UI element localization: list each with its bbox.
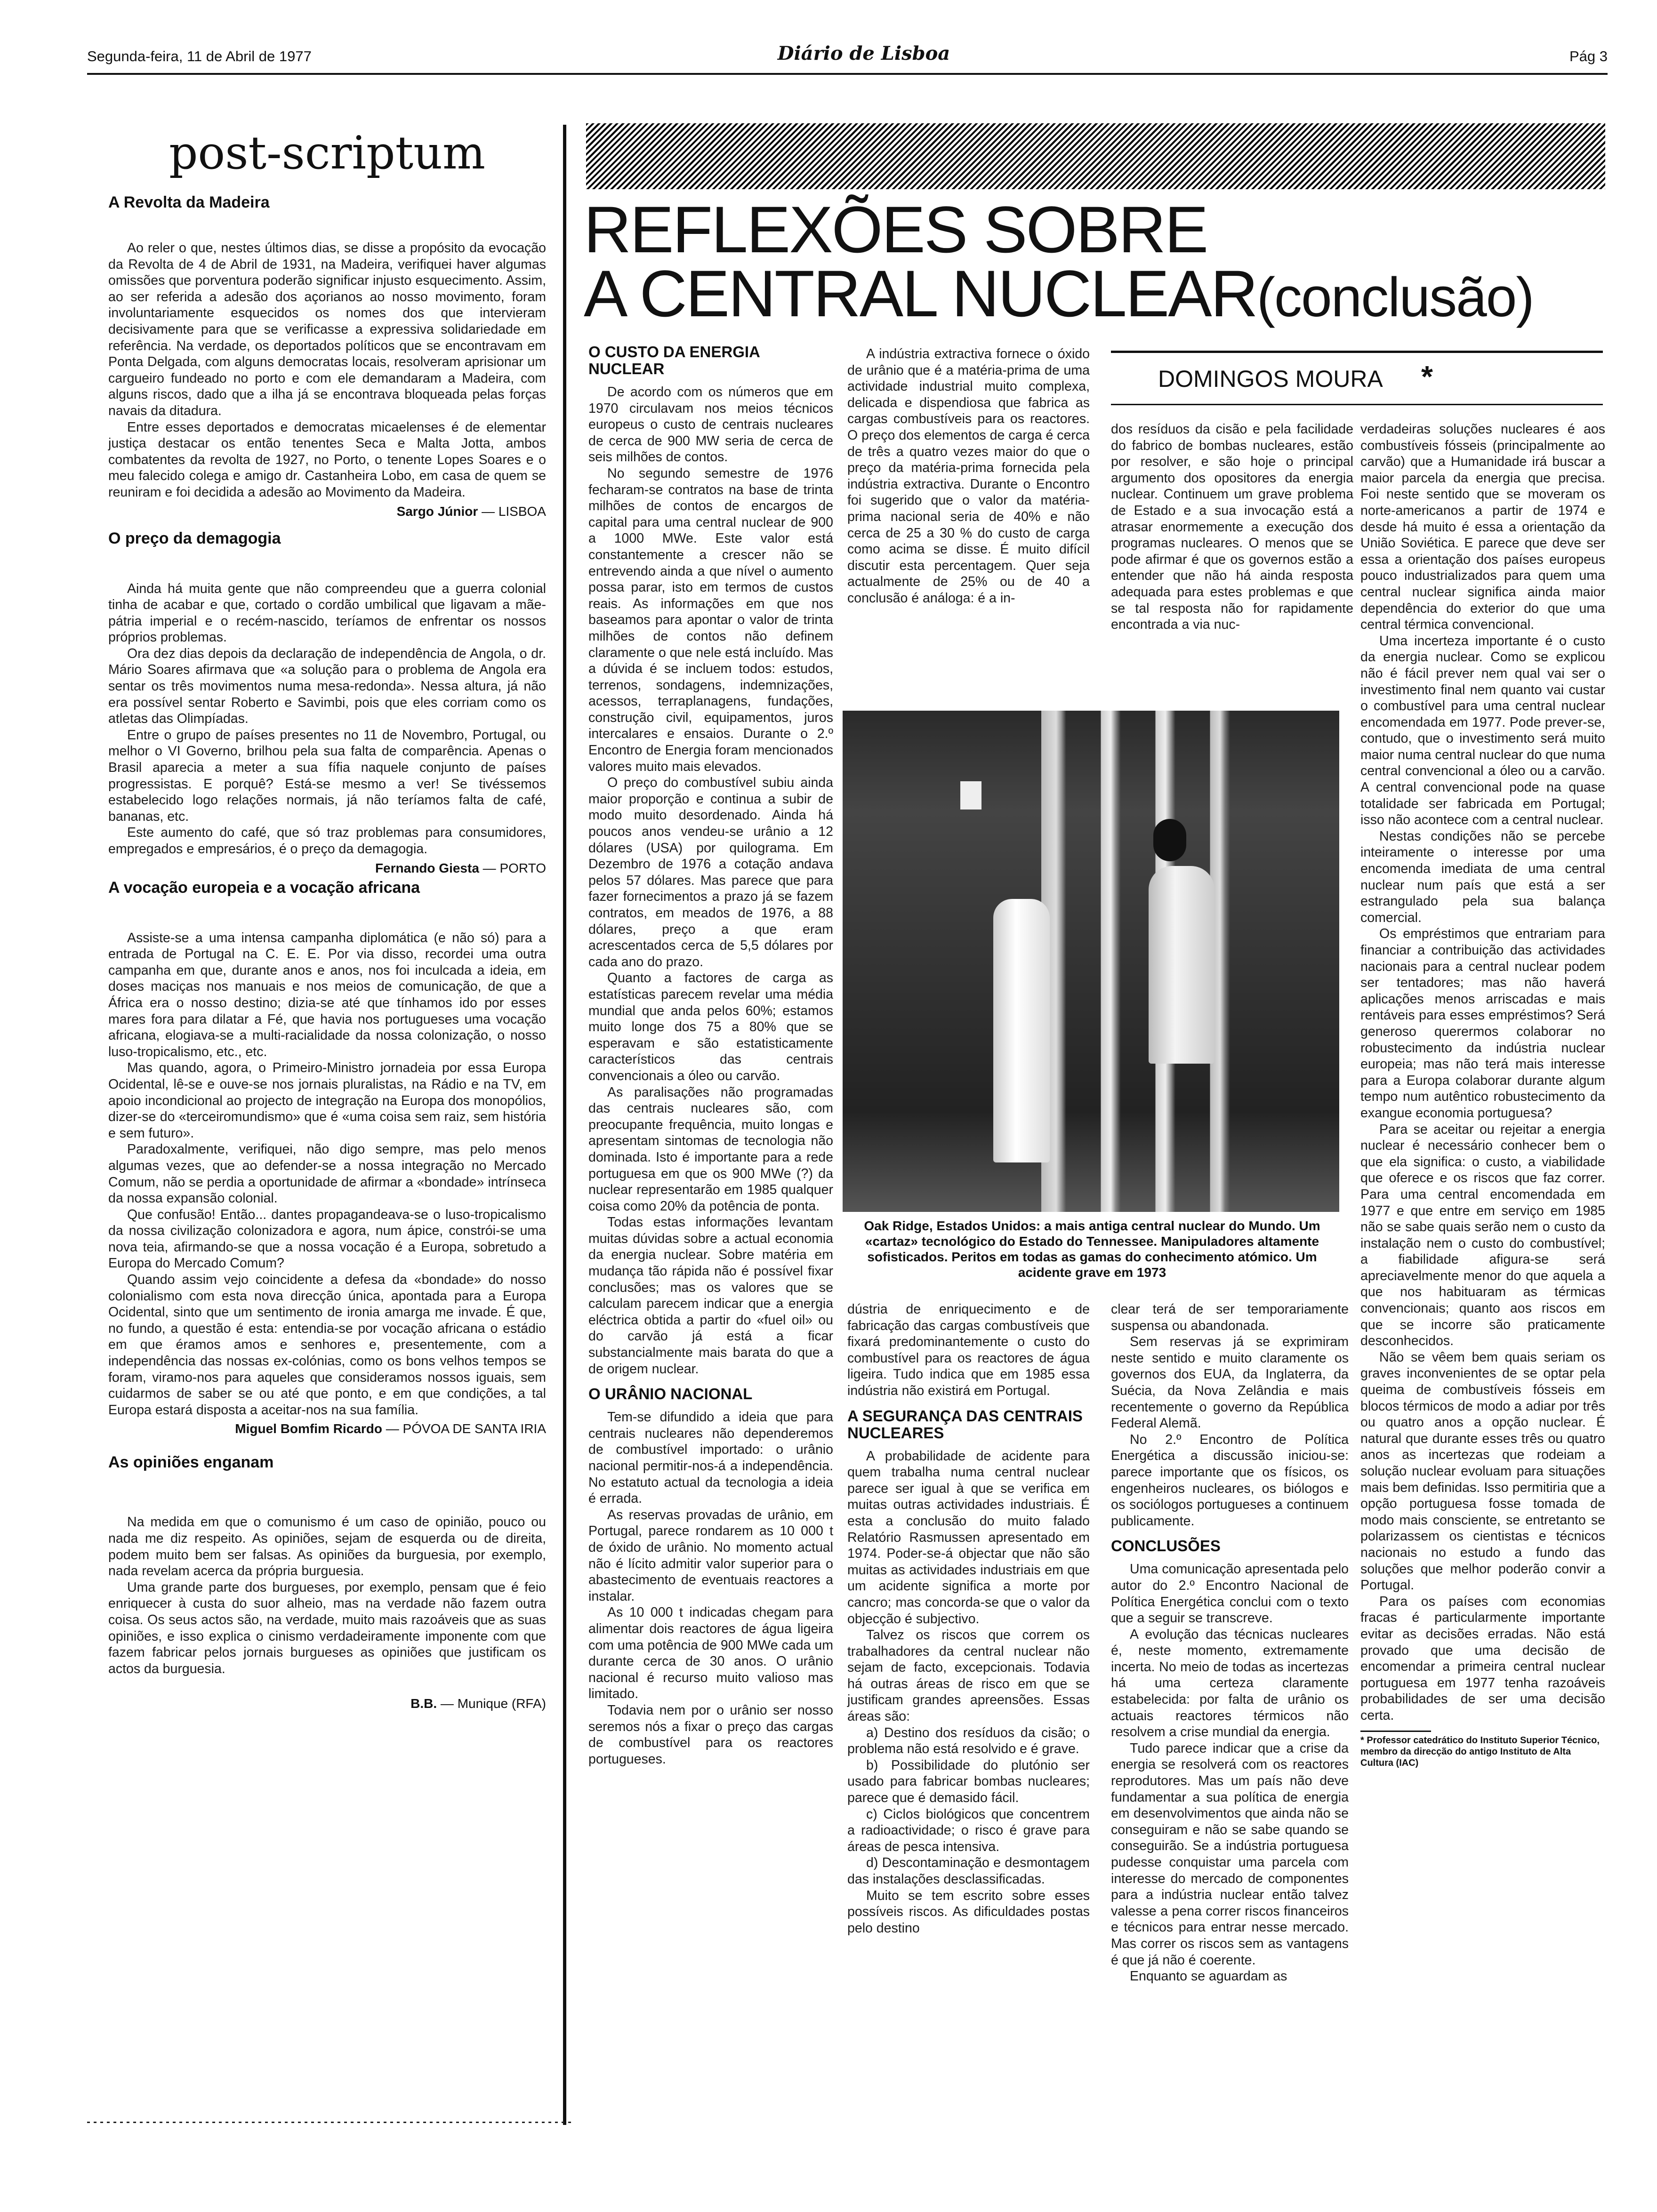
section-demagogia [108, 581, 546, 858]
paragraph: Na medida em que o comunismo é um caso de opinião, pouco ou nada me diz respeito. As opiniões, sejam de esquerda ou de direita, podem muito bem ser falsas. As opiniões da burguesia, por exemplo, nada revelam acerca da própria burguesia. [108, 1515, 546, 1579]
page-number: Pág 3 [1569, 48, 1608, 64]
photo-sign [960, 781, 981, 809]
article-text [847, 1448, 1090, 1937]
footnote-rule [1360, 1731, 1431, 1732]
section-heading-vocacao: A vocação europeia e a vocação africana [108, 878, 420, 897]
article-title [584, 192, 1610, 330]
decorative-hatch-bar [586, 123, 1605, 189]
author-name: DOMINGOS MOURA [1158, 366, 1382, 392]
signature-place: LISBOA [498, 504, 546, 519]
paragraph: No 2.º Encontro de Política Energética a discussão iniciou-se: parece importante que os físicos, os engenheiros nucleares, os biólogos e os sociólogos portugueses a continuem publicamente. [1111, 1432, 1349, 1529]
page-header [87, 42, 1608, 71]
photo-figure [993, 899, 1050, 1162]
paragraph: As paralisações não programadas das centrais nucleares são, com preocupante frequência, muito longas e apresentam sintomas de tecnologia não dominada. Isto é importante para a rede portuguesa em que os 900 MWe (?) da nuclear representarão em 1985 qualquer coisa como 20% da potência de ponta. [588, 1084, 833, 1214]
paragraph: As 10 000 t indicadas chegam para alimentar dois reactores de água ligeira com uma potência de 900 MWe cada um durante cerca de 30 anos. O urânio nacional é recurso muito valioso mas limitado. [588, 1605, 833, 1702]
header-date: Segunda-feira, 11 de Abril de 1977 [87, 48, 312, 64]
article-text [588, 384, 833, 1377]
paragraph: Uma grande parte dos burgueses, por exemplo, pensam que é feio enriquecer à custa do suor alheio, mas na verdade não fazem outra coisa. Os seus actos são, na verdade, muito mais razoáveis que as suas opiniões, e isso explica o cinismo verdadeiramente imponente com que fazem fabricar pelos jornais burgueses as opiniões que justificam os actos da burguesia. [108, 1579, 546, 1676]
paragraph: Entre esses deportados e democratas micaelenses é de elementar justiça destacar os então tenentes Seca e Malta Jotta, ambos combatentes da revolta de 1927, no Porto, o tenente Lopes Soares e o meu falecido colega e amigo dr. Castanheira Lobo, em casa de quem se reuniram e foi decidida a adesão ao Movimento da Madeira. [108, 419, 546, 500]
paragraph: Ora dez dias depois da declaração de independência de Angola, o dr. Mário Soares afirmava que «a solução para o problema de Angola era sentar os três movimentos numa mesa-redonda». Nessa altura, já não era possível sentar Roberto e Savimbi, pois que eles corriam como os atletas das Olimpíadas. [108, 646, 546, 727]
signature: Sargo Júnior — LISBOA [396, 504, 546, 519]
footer-dotted-rule [87, 2122, 572, 2123]
signature: Miguel Bomfim Ricardo — PÓVOA DE SANTA IRIA [235, 1421, 546, 1436]
paragraph: Quando assim vejo coincidente a defesa da «bondade» do nosso colonialismo com esta nova direcção única, apontada para a Europa Ocidental, sinto que um sentimento de ironia amarga me invade. É que, no fundo, a questão é esta: entendia-se por vocação africana o estádio em que éramos amos e senhores e, presentemente, com a independência das nossas ex-colónias, como os bons velhos tempos se foram, viramo-nos para aqueles que consideramos nossos iguais, sem cuidarmos de saber se ou até que ponto, e em que condições, a tal Europa estará disposta a aceitar-nos na sua família. [108, 1272, 546, 1418]
photo-oak-ridge [843, 711, 1339, 1212]
paragraph: No segundo semestre de 1976 fecharam-se contratos na base de trinta milhões de contos de encargos de capital para uma central nuclear de 900 a 1000 MWe. Este valor está constantemente a crescer não se entrevendo ainda a que nível o aumento possa parar, isto em termos de custos reais. As informações em que nos baseamos para apontar o valor de trinta milhões de contos não definem claramente o que nele está incluído. Mas a dúvida é se incluem todos: estudos, terrenos, sondagens, indemnizações, acessos, terraplanagens, fundações, construção civil, equipamentos, juros intercalares e ensaios. Durante o 2.º Encontro de Energia foram mencionados valores muito mais elevados. [588, 465, 833, 774]
signature-name: Miguel Bomfim Ricardo [235, 1421, 382, 1436]
signature-name: Sargo Júnior [396, 504, 478, 519]
paragraph: Muito se tem escrito sobre esses possíveis riscos. As dificuldades postas pelo destino [847, 1888, 1090, 1936]
paragraph: Tudo parece indicar que a crise da energia se resolverá com os reactores reprodutores. Mas um país não deve fundamentar a sua política de energia em desenvolvimentos que ainda não se conseguiram e não se sabe quando se conseguirão. Se a indústria portuguesa pudesse conquistar uma parcela com interesse do mercado de componentes para a indústria nuclear então talvez valesse a pena correr riscos financeiros e técnicos para entrar nesse mercado. Mas correr os riscos sem as vantagens é que já não é coerente. [1111, 1740, 1349, 1968]
paragraph: Todavia nem por o urânio ser nosso seremos nós a fixar o preço das cargas de combustível para os reactores portugueses. [588, 1702, 833, 1767]
paragraph: Assiste-se a uma intensa campanha diplomática (e não só) para a entrada de Portugal na C. E. E. Por via disso, recordei uma outra campanha em que, durante anos e anos, nos foi inculcada a ideia, em doses maciças nos manuais e nos meios de comunicação, de que a África era o nosso destino; dizia-se até que tínhamos ido por esses mares fora para dilatar a Fé, que havia nos portugueses uma vocação africana, elogiava-se a multi-racialidade da nossa colonização, o nosso luso-tropicalismo, etc., etc. [108, 930, 546, 1059]
paragraph: Quanto a factores de carga as estatísticas parecem revelar uma média mundial que anda pelos 60%; estamos muito longe dos 75 a 80% que se esperavam e são estatisticamente característicos das centrais convencionais a óleo ou carvão. [588, 970, 833, 1083]
photo-figure [1149, 866, 1215, 1064]
article-text [1111, 1301, 1349, 1529]
article-text [1360, 421, 1605, 1724]
paragraph: Ao reler o que, nestes últimos dias, se disse a propósito da evocação da Revolta de 4 de Abril de 1931, na Madeira, verifiquei haver algumas omissões que porventura poderão significar injusto esquecimento. Assim, ao ser referida a adesão dos açorianos ao nosso movimento, foram involuntariamente esquecidos os nomes dos que intervieram decisivamente para que se verificasse a expressiva solidariedade em referência. Na verdade, os deportados políticos que se encontravam em Ponta Delgada, com alguns democratas locais, resolveram aprisionar um cargueiro fundeado no porto e com ele demandaram a Madeira, com alguns riscos, dado que a ilha já se encontrava bloqueada pelas forças navais da ditadura. [108, 240, 546, 418]
section-heading-opinioes: As opiniões enganam [108, 1453, 274, 1472]
paragraph: Talvez os riscos que correm os trabalhadores da central nuclear não sejam de facto, excepcionais. Todavia há outras áreas de risco em que se justificam grandes apreensões. Essas áreas são: [847, 1627, 1090, 1724]
paragraph: Para os países com economias fracas é particularmente importante evitar as decisões erradas. Não está provado que uma decisão de encomendar a primeira central nuclear portuguesa em 1977 tenha razoáveis probabilidades de ser uma decisão certa. [1360, 1594, 1605, 1723]
section-heading-demagogia: O preço da demagogia [108, 529, 281, 547]
section-heading-revolta: A Revolta da Madeira [108, 193, 270, 211]
article-column-2-top [847, 346, 1090, 607]
paragraph: A probabilidade de acidente para quem trabalha numa central nuclear parece ser igual à que se verifica em muitas outras actividades industriais. É esta a conclusão do muito falado Relatório Rasmussen apresentado em 1974. Poder-se-á objectar que não são muitas as actividades industriais em que um acidente significa a morte por cancro; mas concorda-se que o valor da objecção é subjectivo. [847, 1448, 1090, 1627]
paragraph: Não se vêem bem quais seriam os graves inconvenientes de se optar pela queima de combustíveis fósseis em blocos térmicos de modo a adiar por três ou quatro anos a opção nuclear. É natural que durante esses três ou quatro anos as incertezas que rodeiam a solução nuclear evoluam para situações mais bem definidas. Isso permitiria que a opção portuguesa fosse tomada de modo mais consciente, se entretanto se polarizassem os cientistas e técnicos nacionais no estudo a fundo das soluções que melhor poderão convir a Portugal. [1360, 1349, 1605, 1593]
header-rule [87, 73, 1608, 75]
signature-place: PÓVOA DE SANTA IRIA [402, 1421, 546, 1436]
article-text [588, 1409, 833, 1767]
section-revolta [108, 240, 546, 501]
signature-name: B.B. [410, 1696, 437, 1711]
paragraph: c) Ciclos biológicos que concentrem a radioactividade; o risco é grave para áreas de pesca intensiva. [847, 1806, 1090, 1854]
paragraph: verdadeiras soluções nucleares é aos combustíveis fósseis (principalmente ao carvão) que a Humanidade irá buscar a maior parcela da energia que precisa. Foi neste sentido que se moveram os norte-americanos a partir de 1974 e desde há muito é essa a orientação da União Soviética. E parece que deve ser essa a orientação dos países europeus pouco industrializados para quem uma central nuclear significa ainda maior dependência do exterior do que uma central térmica convencional. [1360, 422, 1605, 633]
paragraph: Este aumento do café, que só traz problemas para consumidores, empregados e empresários, é o preço da demagogia. [108, 825, 546, 857]
paragraph: Que confusão! Então... dantes propagandeava-se o luso-tropicalismo da nossa civilização colonizadora e agora, num ápice, constrói-se uma nova teia, afirmando-se que a nossa vocação é a Europa, sobretudo a Europa do Mercado Comum? [108, 1207, 546, 1271]
paragraph: Mas quando, agora, o Primeiro-Ministro jornadeia por essa Europa Ocidental, lê-se e ouve-se nos jornais pluralistas, na Rádio e na TV, em apoio incondicional ao projecto de integração na Europa dos monopólios, dizer-se do «terceiromundismo» que é «uma coisa sem raiz, sem história e sem futuro». [108, 1060, 546, 1141]
photo-figure-head [1153, 819, 1186, 861]
author-rule-top [1111, 351, 1603, 353]
article-text [847, 1301, 1090, 1399]
photo-caption: Oak Ridge, Estados Unidos: a mais antiga central nuclear do Mundo. Um «cartaz» tecnológico do Estado do Tennessee. Manipuladores altamente sofisticados. Peritos em todas as gamas do conhecimento atómico. Um acidente grave em 1973 [864, 1218, 1320, 1280]
paragraph: d) Descontaminação e desmontagem das instalações desclassificadas. [847, 1855, 1090, 1887]
paragraph: De acordo com os números que em 1970 circulavam nos meios técnicos europeus o custo de centrais nucleares de cerca de 900 MW seria de cerca de seis milhões de contos. [588, 385, 833, 465]
signature: Fernando Giesta — PORTO [375, 860, 546, 875]
paragraph: clear terá de ser temporariamente suspensa ou abandonada. [1111, 1302, 1349, 1333]
article-column-4 [1360, 421, 1605, 1769]
subheading-seguranca: A SEGURANÇA DAS CENTRAIS NUCLEARES [847, 1407, 1083, 1442]
paragraph: Tem-se difundido a ideia que para centrais nucleares não dependeremos de combustível importado: o urânio nacional permitir-nos-á a independência. No estatuto actual da tecnologia a ideia é errada. [588, 1410, 833, 1507]
signature-place: PORTO [499, 860, 546, 875]
article-text [1111, 1561, 1349, 1984]
paragraph: Todas estas informações levantam muitas dúvidas sobre a actual economia da energia nuclear. Sobre matéria em mudança tão rápida não é possível fixar conclusões; mas os valores que se calculam parecem indicar que a energia eléctrica obtida a partir do «fuel oil» ou do carvão já está a ficar substancialmente mais barata do que a de origem nuclear. [588, 1215, 833, 1377]
section-opinioes [108, 1514, 546, 1677]
author-rule-bottom [1111, 404, 1603, 405]
signature-place: Munique (RFA) [457, 1696, 546, 1711]
signature-name: Fernando Giesta [375, 860, 479, 875]
paragraph: b) Possibilidade do plutónio ser usado para fabricar bombas nucleares; parece que é demasido fácil. [847, 1757, 1090, 1806]
paragraph: a) Destino dos resíduos da cisão; o problema não está resolvido e é grave. [847, 1725, 1090, 1757]
paragraph: Nestas condições não se percebe inteiramente o interesse por uma encomenda imediata de uma central nuclear num país que está a ser estrangulado pela sua balança comercial. [1360, 828, 1605, 925]
subheading-conclusoes: CONCLUSÕES [1111, 1537, 1221, 1555]
paragraph: Paradoxalmente, verifiquei, não digo sempre, mas pelo menos algumas vezes, que ao defender-se a nossa integração no Mercado Comum, não se perdia a oportunidade de afirmar a «bondade» intrínseca da nossa expansão colonial. [108, 1142, 546, 1206]
paragraph: Sem reservas já se exprimiram neste sentido e muito claramente os governos dos EUA, da Inglaterra, da Suécia, da Nova Zelândia e mais recentemente o governo da República Federal Alemã. [1111, 1334, 1349, 1431]
author-byline [1158, 362, 1591, 393]
paragraph: As reservas provadas de urânio, em Portugal, parece rondarem as 10 000 t de óxido de urânio. No momento actual não é lícito admitir valor superior para o abastecimento de eventuais reactores a instalar. [588, 1507, 833, 1604]
paragraph: Os empréstimos que entrariam para financiar a contribuição das actividades nacionais para a central nuclear podem ser tentadores; mas não haverá aplicações menos arriscadas e mais rentáveis para esses empréstimos? Será generoso querermos colaborar no robustecimento da indústria nuclear europeia; mas não terá mais interesse para a Europa colaborar durante algum tempo num autêntico robustecimento da exangue economia portuguesa? [1360, 926, 1605, 1121]
paragraph: dústria de enriquecimento e de fabricação das cargas combustíveis que fixará predominantemente o custo do combustível para os reactores de água ligeira. Tudo indica que em 1985 essa indústria não existirá em Portugal. [847, 1302, 1090, 1398]
subheading-custo: O CUSTO DA ENERGIA NUCLEAR [588, 343, 760, 377]
post-scriptum-column [108, 127, 546, 1714]
author-footnote: * Professor catedrático do Instituto Superior Técnico, membro da direcção do antigo Instituto de Alta Cultura (IAC) [1360, 1735, 1600, 1768]
signature: B.B. — Munique (RFA) [410, 1696, 546, 1711]
column-divider [563, 125, 566, 2125]
paragraph: Ainda há muita gente que não compreendeu que a guerra colonial tinha de acabar e que, cortado o cordão umbilical que ligavam a mãe-pátria imperial e o recém-nascido, teríamos de enfrentar os nossos próprios problemas. [108, 581, 546, 645]
section-vocacao [108, 930, 546, 1419]
paragraph: Uma comunicação apresentada pelo autor do 2.º Encontro Nacional de Política Energética conclui com o texto que a seguir se transcreve. [1111, 1562, 1349, 1626]
article-title-line2 [584, 256, 1610, 330]
subheading-uranio: O URÂNIO NACIONAL [588, 1385, 753, 1403]
article-column-2-bottom [847, 1301, 1090, 1936]
article-title-line1: REFLEXÕES SOBRE [584, 192, 1207, 266]
article-column-1 [588, 344, 833, 1767]
article-column-3-top [1111, 421, 1353, 633]
post-scriptum-title: post-scriptum [169, 127, 486, 179]
paragraph: Para se aceitar ou rejeitar a energia nuclear é necessário conhecer bem o que ela significa: o custo, a viabilidade que oferece e os riscos que faz correr. Para uma central encomendada em 1977 e que entre em serviço em 1985 não se sabe quais serão nem o custo da instalação nem o custo do combustível; a fiabilidade afigura-se será apreciavelmente menor do que aquela a que nos habituaram as térmicas convencionais; quanto aos riscos em que se incorre são praticamente desconhecidos. [1360, 1122, 1605, 1349]
article-title-suffix: (conclusão) [1256, 266, 1534, 329]
author-footnote-mark: * [1421, 360, 1433, 393]
paragraph: Uma incerteza importante é o custo da energia nuclear. Como se explicou não é fácil prever nem qual vai ser o investimento final nem quanto vai custar o combustível para uma central nuclear encomendada em 1977. Pode prever-se, contudo, que o investimento será muito maior numa central nuclear do que numa central convencional a óleo ou a carvão. A central convencional pode na quase totalidade ser fabricada em Portugal; isso não acontece com a central nuclear. [1360, 633, 1605, 828]
paragraph: dos resíduos da cisão e pela facilidade do fabrico de bombas nucleares, estão por resolver, e são hoje o principal argumento dos opositores da energia nuclear. Continuem um grave problema de Estado e a sua invocação está a atrasar enormemente a execução dos programas nucleares. O menos que se pode afirmar é que os governos estão a entender que não há ainda resposta adequada para estes problemas e que se tal resposta não for rapidamente encontrada a via nuc- [1111, 422, 1353, 633]
paragraph: O preço do combustível subiu ainda maior proporção e continua a subir de modo muito desordenado. Ainda há poucos anos vendeu-se urânio a 12 dólares (USA) por quilograma. Em Dezembro de 1976 a cotação andava pelos 57 dólares. Mas parece que para fazer fornecimentos a prazo já se fazem contratos, em meados de 1976, a 88 dólares, preço a que eram acrescentados cerca de 5,5 dólares por cada ano do prazo. [588, 775, 833, 970]
paragraph: A indústria extractiva fornece o óxido de urânio que é a matéria-prima de uma actividade industrial muito complexa, delicada e dispendiosa que fabrica as cargas combustíveis para os reactores. O preço dos elementos de carga é cerca de três a quatro vezes maior do que o preço da matéria-prima fornecida pela indústria extractiva. Durante o Encontro foi sugerido que o valor da matéria-prima nacional seria de 40% e não cerca de 25 a 30 % do custo de carga como acima se disse. É muito difícil discutir esta percentagem. Quer seja actualmente de 25% ou de 40 a conclusão é análoga: é a in- [847, 346, 1090, 606]
article-title-line2-text: A CENTRAL NUCLEAR [584, 256, 1257, 330]
article-column-3-bottom [1111, 1301, 1349, 1985]
paragraph: Enquanto se aguardam as [1130, 1969, 1287, 1984]
masthead: Diário de Lisboa [777, 42, 950, 64]
paragraph: A evolução das técnicas nucleares é, neste momento, extremamente incerta. No meio de todas as incertezas há uma certeza claramente estabelecida: por falta de urânio os actuais reactores térmicos não resolvem a crise mundial da energia. [1111, 1627, 1349, 1740]
paragraph: Entre o grupo de países presentes no 11 de Novembro, Portugal, ou melhor o VI Governo, brilhou pela sua falta de comparência. Apenas o Brasil aparecia a meter a sua fífia naquele conjunto de países progressistas. E porquê? Está-se mesmo a ver! Se tivéssemos estabelecido logo relações normais, já não teríamos falta de café, bananas, etc. [108, 727, 546, 824]
